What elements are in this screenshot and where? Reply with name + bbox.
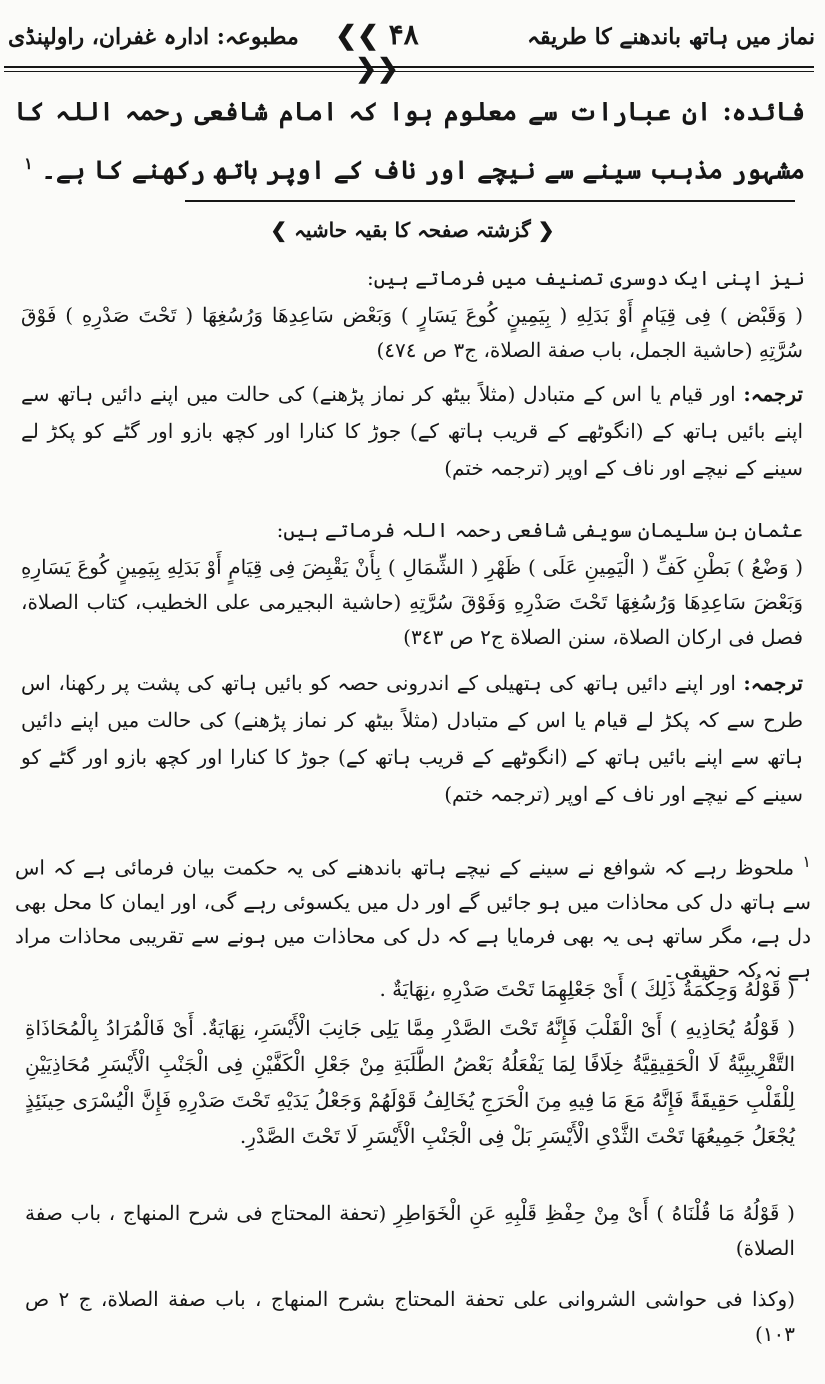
section-1-arabic: ( وَقَبْض ) فِى قِيَامٍ أَوْ بَدَلِهِ ( بِيَمِينٍ كُوعَ يَسَارٍ ) وَبَعْض سَاعِدِهَا وَرُسُغِهَا ( تَحْتَ صَدْرِهِ ) فَوْقَ سُرَّتِهِ (حاشية الجمل، باب صفة الصلاة، ج٣ ص ٤٧٤) (21, 303, 803, 362)
arabic-note-1: ( قَوْلُهُ وَحِكْمَةُ ذَلِكَ ) أَىْ جَعْلِهِمَا تَحْتَ صَدْرِهِ ،نِهَايَةٌ . (379, 977, 795, 1001)
page-number-value: ۴۸ (388, 18, 419, 51)
footnote-marker: ۱ (802, 852, 811, 871)
section-1-translation (21, 376, 803, 487)
continued-footnote-heading (0, 218, 825, 242)
heading-ornament-icon-r: ❮ (537, 218, 555, 242)
translation-label: ترجمہ: (743, 671, 803, 695)
heading-text: گزشتہ صفحہ کا بقیہ حاشیہ (294, 218, 531, 242)
faida-footnote-marker: ۱ (24, 154, 33, 173)
translation-text: اور قیام یا اس کے متبادل (مثلاً بیٹھ کر نماز پڑھنے) کی حالت میں اپنے دائیں ہاتھ سے اپنے بائیں ہاتھ کے (انگوٹھے کے قریب ہاتھ کے) جوڑ کا کنارا اور کچھ بازو اور گٹے کو پکڑ لے سینے کے نیچے اور ناف کے اوپر (ترجمہ ختم) (21, 382, 803, 480)
footnote-text: ملحوظ رہے کہ شوافع نے سینے کے نیچے ہاتھ باندھنے کی یہ حکمت بیان فرمائی ہے کہ اس سے ہاتھ دل کی محاذات میں ہو جائیں گے اور دل میں یکسوئی رہے گی، اور ایمان کا محل بھی دل ہے، مگر ساتھ ہی یہ بھی فرمایا ہے کہ دل کی محاذات میں ہونے سے تقریبی محاذات مراد ہے نہ کہ حقیقی۔ (15, 855, 811, 982)
faida-label: فائدہ: (722, 97, 805, 126)
faida-paragraph (15, 86, 805, 196)
right-ornament-icon: ❯❯ (355, 54, 399, 84)
arabic-note-4: (وكذا فى حواشى الشروانى على تحفة المحتاج بشرح المنهاج ، باب صفة الصلاة، ج ٢ ص ١٠٣) (25, 1287, 795, 1346)
footnote-separator (185, 200, 795, 202)
section-1-intro: نیز اپنی ایک دوسری تصنیف میں فرماتے ہیں: (367, 266, 805, 290)
faida-text: ان عبارات سے معلوم ہوا کہ امام شافعی رحمہ اللہ کا مشہور مذہب سینے سے نیچے اور ناف کے اوپر ہاتھ رکھنے کا ہے۔ (15, 97, 805, 185)
arabic-note-3: ( قَوْلُهُ مَا قُلْنَاهُ ) أَىْ مِنْ حِفْظِ قَلْبِهِ عَنِ الْخَوَاطِرِ (تحفة المحتاج فى شرح المنهاج ، باب صفة الصلاة) (25, 1201, 795, 1260)
book-title: نماز میں ہاتھ باندھنے کا طریقہ (527, 24, 815, 50)
section-2-intro: عثمان بن سلیمان سویفی شافعی رحمہ اللہ فرماتے ہیں: (276, 518, 803, 542)
section-2-arabic: ( وَضْعُ ) بَطْنِ كَفِّ ( الْيَمِينِ عَلَى ) ظَهْرِ ( الشِّمَالِ ) بِأَنْ يَقْبِضَ فِى قِيَامٍ أَوْ بَدَلِهِ بِيَمِينٍ كُوعَ يَسَارِهِ وَبَعْضَ سَاعِدِهَا وَرُسُغِهَا تَحْتَ صَدْرِهِ وَفَوْقَ سُرَّتِهِ (حاشية البجيرمى على الخطيب، كتاب الصلاة، فصل فى اركان الصلاة، سنن الصلاة ج٢ ص ٣٤٣) (21, 555, 803, 649)
arabic-note-2: ( قَوْلُهُ يُحَاذِيهِ ) أَىْ الْقَلْبَ فَإِنَّهُ تَحْتَ الصَّدْرِ مِمَّا يَلِى جَانِبَ الْأَيْسَرِ، نِهَايَةٌ. أَىْ فَالْمُرَادُ بِالْمُحَاذَاةِ التَّقْرِيبِيَّةُ لَا الْحَقِيقِيَّةُ خِلَافًا لِمَا يَفْعَلُهُ بَعْضُ الطَّلَبَةِ مِنْ جَعْلِ الْكَفَّيْنِ فِى الْجَنْبِ الْأَيْسَرِ مُحَاذِيَيْنِ لِلْقَلْبِ حَقِيقَةً فَإِنَّهُ مَعَ مَا فِيهِ مِنَ الْحَرَجِ يُخَالِفُ قَوْلَهُمْ وَجَعْلُ يَدَيْهِ تَحْتَ صَدْرِهِ فَإِنَّ الْيُسْرَى حِينَئِذٍ يُجْعَلُ جَمِيعُهَا تَحْتَ الثَّدْىِ الْأَيْسَرِ بَلْ فِى الْجَنْبِ الْأَيْسَرِ لَا تَحْتَ الصَّدْرِ. (25, 1016, 795, 1148)
section-2-translation (21, 665, 803, 813)
left-ornament-icon: ❮❮ (335, 21, 379, 51)
footnote-paragraph (15, 845, 811, 987)
publisher-line: مطبوعہ: ادارہ غفران، راولپنڈی (8, 24, 299, 50)
header-rule (4, 66, 814, 68)
heading-ornament-icon-l: ❯ (270, 218, 288, 242)
page-number (332, 18, 422, 84)
translation-label: ترجمہ: (743, 382, 803, 406)
translation-text: اور اپنے دائیں ہاتھ کی ہتھیلی کے اندرونی حصہ کو بائیں ہاتھ کی پشت پر رکھنا، اس طرح سے کہ پکڑ لے قیام یا اس کے متبادل (مثلاً بیٹھ کر نماز پڑھنے) کی حالت میں اپنے دائیں ہاتھ سے اپنے بائیں ہاتھ کے (انگوٹھے کے قریب ہاتھ کے) جوڑ کا کنارا اور کچھ بازو اور گٹے کو سینے کے نیچے اور ناف کے اوپر (ترجمہ ختم) (21, 671, 803, 806)
header-rule-thin (4, 71, 814, 72)
page-header (0, 18, 825, 84)
